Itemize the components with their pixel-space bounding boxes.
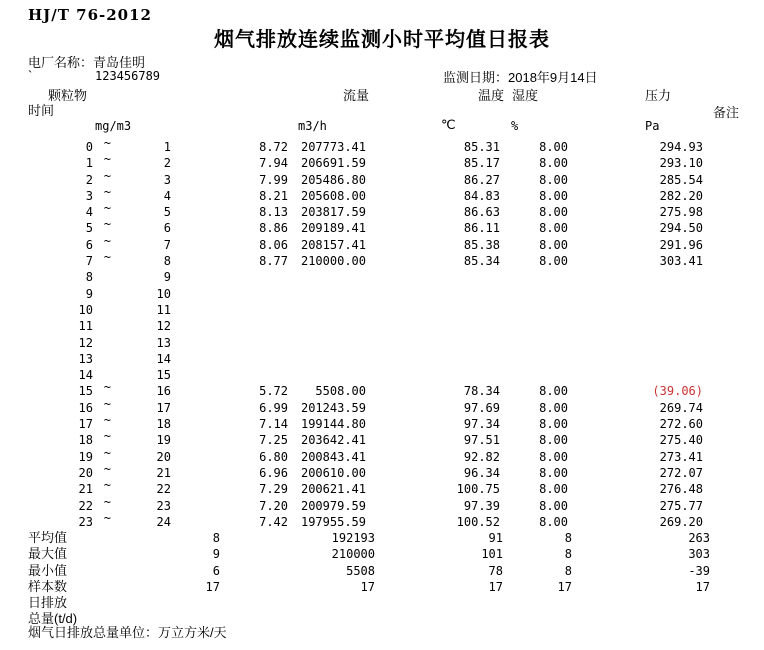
hour-from: 1 <box>85 156 93 171</box>
hour-from: 10 <box>78 302 93 317</box>
summary-row <box>0 563 764 579</box>
temperature-value: 97.51 <box>463 433 500 448</box>
standard-code: HJ/T 76-2012 <box>28 6 152 24</box>
hour-from: 9 <box>85 286 93 301</box>
hour-to: 19 <box>156 433 171 448</box>
humidity-value: 8.00 <box>539 237 568 252</box>
unit-humidity: % <box>511 119 519 133</box>
summary-humidity-value: 8 <box>564 531 572 545</box>
hour-to: 13 <box>156 335 171 350</box>
dust-value: 6.80 <box>259 449 288 464</box>
table-row <box>0 494 764 514</box>
pressure-value: (39.06) <box>652 384 703 399</box>
hour-from: 21 <box>78 482 93 497</box>
hour-to: 8 <box>163 254 171 269</box>
hour-from: 6 <box>85 237 93 252</box>
plant-name-value: 青岛佳明 <box>93 55 146 70</box>
hour-to: 3 <box>163 172 171 187</box>
flow-value: 210000.00 <box>300 254 366 269</box>
temperature-value: 100.52 <box>456 514 500 529</box>
monitor-date-label: 监测日期： <box>443 70 509 85</box>
dust-value: 7.99 <box>259 172 288 187</box>
summary-temperature-value: 78 <box>488 563 503 578</box>
pressure-value: 272.07 <box>659 465 703 480</box>
hour-from: 3 <box>85 188 93 203</box>
pressure-value: 269.20 <box>659 514 703 529</box>
pressure-value: 285.54 <box>659 172 703 187</box>
hour-from: 8 <box>85 270 93 285</box>
tilde-separator: ~ <box>103 184 111 199</box>
flow-value: 200843.41 <box>300 449 366 464</box>
summary-row <box>0 579 764 595</box>
temperature-value: 92.82 <box>463 449 500 464</box>
table-row <box>0 217 764 236</box>
temperature-value: 100.75 <box>456 482 500 497</box>
flow-value: 205486.80 <box>300 172 366 187</box>
plant-mark: ` <box>28 68 33 83</box>
dust-value: 6.99 <box>259 400 288 415</box>
humidity-value: 8.00 <box>539 433 568 448</box>
flow-value: 207773.41 <box>300 140 366 154</box>
hour-from: 22 <box>78 498 93 513</box>
summary-pressure-value: 303 <box>688 547 710 562</box>
flow-value: 200621.41 <box>300 482 366 497</box>
table-row <box>0 302 764 318</box>
column-header-remark: 备注 <box>713 105 740 120</box>
hour-to: 21 <box>156 465 171 480</box>
pressure-value: 282.20 <box>659 188 703 203</box>
temperature-value: 84.83 <box>463 188 500 203</box>
summary-flow-value: 5508 <box>346 563 375 578</box>
pressure-value: 275.98 <box>659 205 703 220</box>
summary-temperature-value: 17 <box>488 579 503 594</box>
data-rows <box>0 136 764 530</box>
plant-name-label: 电厂名称： <box>28 55 94 70</box>
hour-to: 10 <box>156 286 171 301</box>
temperature-value: 97.69 <box>463 400 500 415</box>
dust-value: 7.29 <box>259 482 288 497</box>
hour-to: 15 <box>156 368 171 383</box>
hour-from: 7 <box>85 254 93 269</box>
dust-value: 7.25 <box>259 433 288 448</box>
dust-value: 7.20 <box>259 498 288 513</box>
tilde-separator: ~ <box>103 478 111 493</box>
table-row <box>0 445 764 465</box>
hour-from: 5 <box>85 221 93 236</box>
summary-label: 日排放 <box>28 595 68 611</box>
dust-value: 8.13 <box>259 205 288 220</box>
pressure-value: 293.10 <box>659 156 703 171</box>
temperature-value: 85.38 <box>463 237 500 252</box>
flow-value: 201243.59 <box>300 400 366 415</box>
hour-to: 20 <box>156 449 171 464</box>
hour-from: 11 <box>78 319 93 334</box>
temperature-value: 85.17 <box>463 156 500 171</box>
hour-to: 2 <box>163 156 171 171</box>
summary-flow-value: 210000 <box>331 547 375 562</box>
hour-from: 12 <box>78 335 93 350</box>
pressure-value: 291.96 <box>659 237 703 252</box>
temperature-value: 86.27 <box>463 172 500 187</box>
temperature-value: 97.34 <box>463 417 500 432</box>
hour-to: 14 <box>156 351 171 366</box>
humidity-value: 8.00 <box>539 449 568 464</box>
pressure-value: 276.48 <box>659 482 703 497</box>
humidity-value: 8.00 <box>539 205 568 220</box>
tilde-separator: ~ <box>103 461 111 476</box>
summary-dust-value: 9 <box>212 547 220 562</box>
tilde-separator: ~ <box>103 217 111 232</box>
hour-to: 9 <box>163 270 171 285</box>
humidity-value: 8.00 <box>539 465 568 480</box>
table-row <box>0 250 764 269</box>
dust-value: 8.72 <box>259 140 288 154</box>
hour-from: 16 <box>78 400 93 415</box>
table-row <box>0 351 764 367</box>
hour-to: 23 <box>156 498 171 513</box>
tilde-separator: ~ <box>103 413 111 428</box>
summary-dust-value: 8 <box>212 531 220 545</box>
summary-row <box>0 546 764 562</box>
summary-temperature-value: 91 <box>488 531 503 545</box>
flow-value: 203642.41 <box>300 433 366 448</box>
hour-from: 23 <box>78 514 93 529</box>
column-header-temperature: 温度 <box>478 88 505 103</box>
flow-value: 197955.59 <box>300 514 366 529</box>
table-row <box>0 168 764 188</box>
temperature-value: 85.31 <box>463 140 500 154</box>
summary-flow-value: 192193 <box>331 531 375 545</box>
temperature-value: 97.39 <box>463 498 500 513</box>
table-row <box>0 413 764 432</box>
hour-from: 0 <box>85 140 93 154</box>
flow-value: 199144.80 <box>300 417 366 432</box>
column-header-time: 时间 <box>28 103 55 118</box>
tilde-separator: ~ <box>103 233 111 248</box>
hour-from: 4 <box>85 205 93 220</box>
table-row <box>0 396 764 416</box>
pressure-value: 294.93 <box>659 140 703 154</box>
tilde-separator: ~ <box>103 201 111 216</box>
table-row <box>0 429 764 448</box>
summary-pressure-value: 263 <box>688 531 710 545</box>
temperature-value: 96.34 <box>463 465 500 480</box>
flow-value: 205608.00 <box>300 188 366 203</box>
column-header-dust: 颗粒物 <box>48 88 88 103</box>
plant-code: 123456789 <box>95 69 161 83</box>
summary-row <box>0 530 764 546</box>
dust-value: 6.96 <box>259 465 288 480</box>
table-row <box>0 380 764 399</box>
summary-rows <box>0 530 764 628</box>
tilde-separator: ~ <box>103 494 111 509</box>
humidity-value: 8.00 <box>539 514 568 529</box>
flow-value: 206691.59 <box>300 156 366 171</box>
humidity-value: 8.00 <box>539 172 568 187</box>
flow-value: 200610.00 <box>300 465 366 480</box>
pressure-value: 275.40 <box>659 433 703 448</box>
hour-from: 15 <box>78 384 93 399</box>
summary-humidity-value: 8 <box>564 547 572 562</box>
tilde-separator: ~ <box>103 429 111 444</box>
dust-value: 8.77 <box>259 254 288 269</box>
flow-value: 203817.59 <box>300 205 366 220</box>
column-header-pressure: 压力 <box>645 88 672 103</box>
temperature-value: 86.63 <box>463 205 500 220</box>
dust-value: 7.94 <box>259 156 288 171</box>
humidity-value: 8.00 <box>539 221 568 236</box>
dust-value: 7.14 <box>259 417 288 432</box>
table-row <box>0 201 764 220</box>
table-row <box>0 136 764 155</box>
tilde-separator: ~ <box>103 445 111 460</box>
table-row <box>0 269 764 285</box>
unit-flow: m3/h <box>298 119 327 133</box>
hour-from: 18 <box>78 433 93 448</box>
table-row <box>0 478 764 497</box>
tilde-separator: ~ <box>103 250 111 265</box>
report-title: 烟气排放连续监测小时平均值日报表 <box>214 29 550 51</box>
humidity-value: 8.00 <box>539 417 568 432</box>
flow-value: 208157.41 <box>300 237 366 252</box>
table-row <box>0 286 764 302</box>
hour-from: 17 <box>78 417 93 432</box>
table-row <box>0 510 764 530</box>
monitor-date-line <box>443 67 598 86</box>
temperature-value: 86.11 <box>463 221 500 236</box>
table-row <box>0 152 764 171</box>
table-row <box>0 233 764 253</box>
pressure-value: 303.41 <box>659 254 703 269</box>
table-row <box>0 367 764 383</box>
summary-label: 总量(t/d) <box>28 611 78 627</box>
dust-value: 8.86 <box>259 221 288 236</box>
table-row <box>0 184 764 204</box>
unit-pressure: Pa <box>645 119 660 133</box>
tilde-separator: ~ <box>103 168 111 183</box>
table-row <box>0 461 764 481</box>
humidity-value: 8.00 <box>539 254 568 269</box>
hour-from: 2 <box>85 172 93 187</box>
humidity-value: 8.00 <box>539 498 568 513</box>
summary-label: 最小值 <box>28 562 68 578</box>
tilde-separator: ~ <box>103 396 111 411</box>
table-row <box>0 318 764 334</box>
hour-to: 5 <box>163 205 171 220</box>
pressure-value: 272.60 <box>659 417 703 432</box>
column-header-flow: 流量 <box>343 88 370 103</box>
humidity-value: 8.00 <box>539 400 568 415</box>
temperature-value: 85.34 <box>463 254 500 269</box>
monitor-date-value: 2018年9月14日 <box>508 70 598 85</box>
flow-value: 209189.41 <box>300 221 366 236</box>
column-header-humidity: 湿度 <box>512 88 539 103</box>
footer-note: 烟气日排放总量单位：万立方米/天 <box>28 625 227 640</box>
tilde-separator: ~ <box>103 510 111 525</box>
hour-to: 11 <box>156 302 171 317</box>
summary-dust-value: 6 <box>212 563 220 578</box>
humidity-value: 8.00 <box>539 384 568 399</box>
unit-temperature: ℃ <box>441 117 456 132</box>
humidity-value: 8.00 <box>539 188 568 203</box>
pressure-value: 294.50 <box>659 221 703 236</box>
summary-label: 平均值 <box>28 530 68 545</box>
hour-to: 4 <box>163 188 171 203</box>
hour-to: 12 <box>156 319 171 334</box>
hour-to: 6 <box>163 221 171 236</box>
summary-label: 样本数 <box>28 578 68 594</box>
temperature-value: 78.34 <box>463 384 500 399</box>
summary-pressure-value: -39 <box>688 563 710 578</box>
hour-from: 14 <box>78 368 93 383</box>
tilde-separator: ~ <box>103 380 111 395</box>
humidity-value: 8.00 <box>539 140 568 154</box>
summary-flow-value: 17 <box>360 579 375 594</box>
summary-humidity-value: 17 <box>557 579 572 594</box>
dust-value: 8.21 <box>259 188 288 203</box>
tilde-separator: ~ <box>103 136 111 150</box>
hour-to: 1 <box>163 140 171 154</box>
flow-value: 200979.59 <box>300 498 366 513</box>
humidity-value: 8.00 <box>539 482 568 497</box>
humidity-value: 8.00 <box>539 156 568 171</box>
summary-temperature-value: 101 <box>481 547 503 562</box>
hour-to: 7 <box>163 237 171 252</box>
pressure-value: 269.74 <box>659 400 703 415</box>
summary-label: 最大值 <box>28 546 68 562</box>
pressure-value: 273.41 <box>659 449 703 464</box>
hour-from: 20 <box>78 465 93 480</box>
hour-to: 24 <box>156 514 171 529</box>
hour-to: 22 <box>156 482 171 497</box>
hour-to: 17 <box>156 400 171 415</box>
summary-row <box>0 595 764 611</box>
hour-to: 16 <box>156 384 171 399</box>
dust-value: 7.42 <box>259 514 288 529</box>
tilde-separator: ~ <box>103 152 111 167</box>
table-row <box>0 335 764 351</box>
dust-value: 8.06 <box>259 237 288 252</box>
flow-value: 5508.00 <box>315 384 366 399</box>
summary-pressure-value: 17 <box>695 579 710 594</box>
dust-value: 5.72 <box>259 384 288 399</box>
unit-dust: mg/m3 <box>95 119 132 133</box>
hour-from: 19 <box>78 449 93 464</box>
pressure-value: 275.77 <box>659 498 703 513</box>
summary-dust-value: 17 <box>205 579 220 594</box>
hour-to: 18 <box>156 417 171 432</box>
summary-humidity-value: 8 <box>564 563 572 578</box>
hour-from: 13 <box>78 351 93 366</box>
